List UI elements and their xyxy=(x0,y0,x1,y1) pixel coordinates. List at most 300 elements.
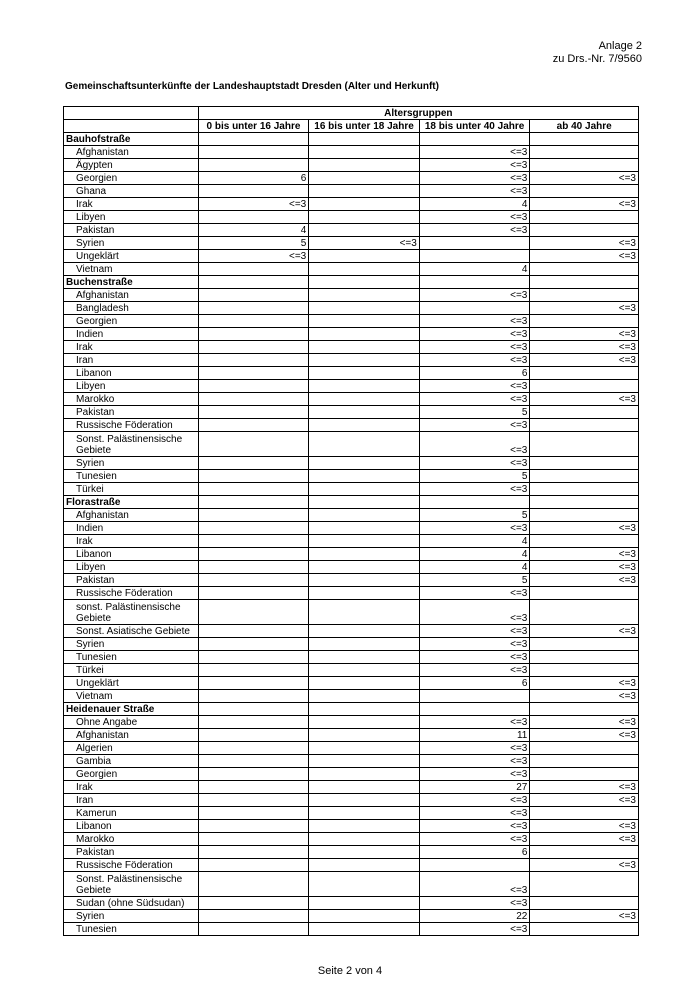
page-number: Seite 2 von 4 xyxy=(317,965,383,977)
value-cell: <=3 xyxy=(530,302,639,315)
country-label: Georgien xyxy=(64,315,199,328)
value-cell xyxy=(198,820,309,833)
value-cell: <=3 xyxy=(419,224,530,237)
value-cell xyxy=(198,380,309,393)
country-label: Ungeklärt xyxy=(64,677,199,690)
value-cell: <=3 xyxy=(419,185,530,198)
value-cell: <=3 xyxy=(530,198,639,211)
table-row xyxy=(64,406,639,419)
value-cell: <=3 xyxy=(198,198,309,211)
value-cell xyxy=(198,729,309,742)
country-label: Syrien xyxy=(64,457,199,470)
country-label: Indien xyxy=(64,522,199,535)
value-cell xyxy=(309,833,420,846)
value-cell xyxy=(309,289,420,302)
value-cell xyxy=(198,690,309,703)
country-label: Irak xyxy=(64,535,199,548)
value-cell: <=3 xyxy=(530,833,639,846)
value-cell xyxy=(309,807,420,820)
table-row xyxy=(64,923,639,936)
value-cell: <=3 xyxy=(419,354,530,367)
table-row xyxy=(64,859,639,872)
table-row xyxy=(64,820,639,833)
country-label: Iran xyxy=(64,794,199,807)
table-row xyxy=(64,755,639,768)
table-row xyxy=(64,664,639,677)
value-cell xyxy=(198,807,309,820)
value-cell xyxy=(530,807,639,820)
value-cell xyxy=(198,211,309,224)
value-cell: <=3 xyxy=(419,897,530,910)
section-row xyxy=(64,703,639,716)
value-cell xyxy=(530,406,639,419)
country-label: Russische Föderation xyxy=(64,859,199,872)
value-cell: <=3 xyxy=(309,237,420,250)
value-cell xyxy=(198,315,309,328)
value-cell: <=3 xyxy=(530,561,639,574)
value-cell: <=3 xyxy=(530,781,639,794)
country-label: Afghanistan xyxy=(64,729,199,742)
value-cell xyxy=(309,600,420,625)
value-cell: <=3 xyxy=(419,315,530,328)
value-cell: 4 xyxy=(419,535,530,548)
value-cell xyxy=(309,406,420,419)
value-cell xyxy=(309,690,420,703)
table-body xyxy=(64,133,639,936)
value-cell xyxy=(198,406,309,419)
value-cell: 4 xyxy=(419,198,530,211)
country-label: Ägypten xyxy=(64,159,199,172)
value-cell xyxy=(198,768,309,781)
value-cell xyxy=(309,768,420,781)
table-row xyxy=(64,341,639,354)
value-cell: 6 xyxy=(198,172,309,185)
section-name: Bauhofstraße xyxy=(64,133,199,146)
section-row xyxy=(64,276,639,289)
value-cell xyxy=(309,716,420,729)
empty-cell xyxy=(419,133,530,146)
value-cell xyxy=(309,224,420,237)
section-row xyxy=(64,133,639,146)
country-label: Syrien xyxy=(64,638,199,651)
value-cell: 22 xyxy=(419,910,530,923)
empty-cell xyxy=(419,496,530,509)
value-cell xyxy=(530,419,639,432)
value-cell xyxy=(309,651,420,664)
table-row xyxy=(64,483,639,496)
value-cell: <=3 xyxy=(419,742,530,755)
value-cell xyxy=(309,561,420,574)
value-cell: <=3 xyxy=(419,833,530,846)
value-cell xyxy=(198,393,309,406)
value-cell xyxy=(198,910,309,923)
value-cell xyxy=(309,872,420,897)
value-cell xyxy=(530,367,639,380)
value-cell xyxy=(309,625,420,638)
table-row xyxy=(64,432,639,457)
table-row xyxy=(64,198,639,211)
country-label: Iran xyxy=(64,354,199,367)
value-cell xyxy=(309,367,420,380)
table-row xyxy=(64,742,639,755)
value-cell xyxy=(198,159,309,172)
section-name: Florastraße xyxy=(64,496,199,509)
table-row xyxy=(64,146,639,159)
table-row xyxy=(64,794,639,807)
value-cell xyxy=(530,600,639,625)
country-label: Bangladesh xyxy=(64,302,199,315)
table-row xyxy=(64,677,639,690)
country-label: Sonst. Palästinensische Gebiete xyxy=(64,872,199,897)
empty-cell xyxy=(309,276,420,289)
value-cell xyxy=(530,638,639,651)
value-cell: <=3 xyxy=(419,625,530,638)
value-cell: <=3 xyxy=(419,457,530,470)
value-cell: <=3 xyxy=(530,172,639,185)
value-cell xyxy=(309,923,420,936)
value-cell xyxy=(198,664,309,677)
table-row xyxy=(64,354,639,367)
table-row xyxy=(64,781,639,794)
country-label: Russische Föderation xyxy=(64,419,199,432)
value-cell xyxy=(309,574,420,587)
country-label: Irak xyxy=(64,781,199,794)
value-cell xyxy=(198,846,309,859)
value-cell xyxy=(309,341,420,354)
empty-cell xyxy=(309,133,420,146)
value-cell xyxy=(198,742,309,755)
value-cell: <=3 xyxy=(419,146,530,159)
value-cell: <=3 xyxy=(419,328,530,341)
country-label: Irak xyxy=(64,198,199,211)
value-cell: 5 xyxy=(198,237,309,250)
value-cell xyxy=(530,509,639,522)
country-label: Marokko xyxy=(64,833,199,846)
country-label: Gambia xyxy=(64,755,199,768)
value-cell: <=3 xyxy=(530,522,639,535)
empty-cell xyxy=(530,133,639,146)
value-cell xyxy=(309,820,420,833)
value-cell xyxy=(198,600,309,625)
value-cell: <=3 xyxy=(530,548,639,561)
value-cell: <=3 xyxy=(419,755,530,768)
value-cell xyxy=(198,794,309,807)
value-cell xyxy=(309,729,420,742)
table-row xyxy=(64,872,639,897)
table-row xyxy=(64,457,639,470)
table-row xyxy=(64,302,639,315)
value-cell: 4 xyxy=(419,548,530,561)
value-cell xyxy=(530,846,639,859)
value-cell xyxy=(309,897,420,910)
document-number: zu Drs.-Nr. 7/9560 xyxy=(552,53,642,65)
table-row xyxy=(64,574,639,587)
value-cell xyxy=(198,561,309,574)
value-cell xyxy=(309,393,420,406)
column-header: 0 bis unter 16 Jahre xyxy=(198,120,309,133)
value-cell xyxy=(198,833,309,846)
value-cell xyxy=(309,159,420,172)
value-cell xyxy=(309,910,420,923)
value-cell xyxy=(198,146,309,159)
value-cell xyxy=(309,794,420,807)
table-row xyxy=(64,690,639,703)
value-cell xyxy=(198,328,309,341)
table-row xyxy=(64,211,639,224)
value-cell xyxy=(198,354,309,367)
empty-cell xyxy=(198,496,309,509)
value-cell xyxy=(530,755,639,768)
value-cell xyxy=(309,211,420,224)
table-row xyxy=(64,833,639,846)
section-name: Heidenauer Straße xyxy=(64,703,199,716)
value-cell xyxy=(309,198,420,211)
country-label: Libyen xyxy=(64,561,199,574)
value-cell xyxy=(309,250,420,263)
country-label: Ohne Angabe xyxy=(64,716,199,729)
column-header: 16 bis unter 18 Jahre xyxy=(309,120,420,133)
section-row xyxy=(64,496,639,509)
country-label: Vietnam xyxy=(64,690,199,703)
value-cell xyxy=(530,587,639,600)
value-cell xyxy=(309,263,420,276)
value-cell xyxy=(198,859,309,872)
value-cell xyxy=(198,535,309,548)
country-label: Tunesien xyxy=(64,470,199,483)
value-cell: 5 xyxy=(419,574,530,587)
value-cell: <=3 xyxy=(530,354,639,367)
table-row xyxy=(64,509,639,522)
value-cell xyxy=(309,315,420,328)
country-label: Türkei xyxy=(64,483,199,496)
country-label: Algerien xyxy=(64,742,199,755)
value-cell: 6 xyxy=(419,367,530,380)
value-cell: 4 xyxy=(198,224,309,237)
value-cell xyxy=(198,574,309,587)
value-cell xyxy=(309,457,420,470)
value-cell xyxy=(198,548,309,561)
table-row xyxy=(64,910,639,923)
value-cell: <=3 xyxy=(419,664,530,677)
value-cell xyxy=(198,457,309,470)
value-cell: <=3 xyxy=(419,794,530,807)
country-label: Afghanistan xyxy=(64,509,199,522)
value-cell xyxy=(309,522,420,535)
country-label: Vietnam xyxy=(64,263,199,276)
value-cell xyxy=(198,677,309,690)
value-cell xyxy=(198,625,309,638)
table-row xyxy=(64,380,639,393)
value-cell xyxy=(309,755,420,768)
empty-cell xyxy=(198,133,309,146)
document-title: Gemeinschaftsunterkünfte der Landeshauptstadt Dresden (Alter und Herkunft) xyxy=(65,81,439,92)
value-cell xyxy=(198,289,309,302)
value-cell: 5 xyxy=(419,406,530,419)
value-cell xyxy=(309,677,420,690)
value-cell xyxy=(309,859,420,872)
country-label: Ghana xyxy=(64,185,199,198)
value-cell xyxy=(530,651,639,664)
value-cell xyxy=(530,872,639,897)
table-row xyxy=(64,250,639,263)
value-cell xyxy=(198,302,309,315)
table-row xyxy=(64,419,639,432)
country-label: Georgien xyxy=(64,768,199,781)
value-cell xyxy=(419,302,530,315)
value-cell xyxy=(198,509,309,522)
value-cell: <=3 xyxy=(530,677,639,690)
value-cell: <=3 xyxy=(419,341,530,354)
value-cell xyxy=(309,146,420,159)
value-cell: <=3 xyxy=(530,729,639,742)
value-cell: <=3 xyxy=(530,625,639,638)
table-row xyxy=(64,561,639,574)
annex-label: Anlage 2 xyxy=(598,40,642,52)
table-row xyxy=(64,367,639,380)
table-row xyxy=(64,729,639,742)
country-label: Libanon xyxy=(64,367,199,380)
value-cell xyxy=(309,483,420,496)
value-cell xyxy=(198,755,309,768)
value-cell xyxy=(530,185,639,198)
value-cell: <=3 xyxy=(419,600,530,625)
table-row xyxy=(64,224,639,237)
value-cell: <=3 xyxy=(419,483,530,496)
value-cell: 5 xyxy=(419,509,530,522)
value-cell xyxy=(309,638,420,651)
empty-cell xyxy=(419,703,530,716)
table-row xyxy=(64,807,639,820)
table-row xyxy=(64,263,639,276)
value-cell xyxy=(309,587,420,600)
value-cell xyxy=(198,638,309,651)
country-label: Türkei xyxy=(64,664,199,677)
value-cell xyxy=(530,159,639,172)
value-cell: <=3 xyxy=(530,716,639,729)
value-cell xyxy=(530,211,639,224)
value-cell xyxy=(309,172,420,185)
value-cell: <=3 xyxy=(530,690,639,703)
country-label: Irak xyxy=(64,341,199,354)
value-cell: <=3 xyxy=(419,159,530,172)
value-cell xyxy=(198,872,309,897)
value-cell: <=3 xyxy=(419,380,530,393)
value-cell xyxy=(198,470,309,483)
value-cell xyxy=(198,185,309,198)
value-cell: <=3 xyxy=(530,393,639,406)
table-row xyxy=(64,393,639,406)
country-label: Pakistan xyxy=(64,406,199,419)
value-cell xyxy=(309,535,420,548)
column-header: ab 40 Jahre xyxy=(530,120,639,133)
table-row xyxy=(64,522,639,535)
value-cell xyxy=(530,224,639,237)
country-label: Sudan (ohne Südsudan) xyxy=(64,897,199,910)
table-row xyxy=(64,716,639,729)
value-cell xyxy=(309,185,420,198)
value-cell: <=3 xyxy=(530,328,639,341)
table-corner xyxy=(64,107,199,120)
value-cell: <=3 xyxy=(530,794,639,807)
value-cell: <=3 xyxy=(419,923,530,936)
value-cell xyxy=(198,716,309,729)
value-cell xyxy=(309,509,420,522)
value-cell: <=3 xyxy=(530,574,639,587)
value-cell xyxy=(198,897,309,910)
empty-cell xyxy=(419,276,530,289)
country-label: Syrien xyxy=(64,237,199,250)
value-cell xyxy=(198,587,309,600)
value-cell xyxy=(530,535,639,548)
country-label: Ungeklärt xyxy=(64,250,199,263)
value-cell: <=3 xyxy=(419,211,530,224)
country-label: Russische Föderation xyxy=(64,587,199,600)
value-cell xyxy=(198,781,309,794)
value-cell xyxy=(530,146,639,159)
value-cell: <=3 xyxy=(419,522,530,535)
value-cell: <=3 xyxy=(419,768,530,781)
country-label: Pakistan xyxy=(64,574,199,587)
value-cell: 4 xyxy=(419,263,530,276)
value-cell xyxy=(198,651,309,664)
country-label: Libyen xyxy=(64,380,199,393)
age-origin-table xyxy=(63,106,639,936)
value-cell xyxy=(198,522,309,535)
value-cell: <=3 xyxy=(419,587,530,600)
value-cell: 6 xyxy=(419,677,530,690)
table-row xyxy=(64,587,639,600)
value-cell: <=3 xyxy=(419,872,530,897)
value-cell xyxy=(530,768,639,781)
value-cell: <=3 xyxy=(419,289,530,302)
table-row xyxy=(64,535,639,548)
country-label: Tunesien xyxy=(64,651,199,664)
table-row xyxy=(64,159,639,172)
country-label: Indien xyxy=(64,328,199,341)
value-cell: <=3 xyxy=(419,172,530,185)
table-row xyxy=(64,846,639,859)
value-cell: 4 xyxy=(419,561,530,574)
value-cell: <=3 xyxy=(419,638,530,651)
country-label: Marokko xyxy=(64,393,199,406)
value-cell xyxy=(198,923,309,936)
value-cell xyxy=(530,457,639,470)
empty-cell xyxy=(530,276,639,289)
value-cell: 6 xyxy=(419,846,530,859)
table-row xyxy=(64,638,639,651)
value-cell xyxy=(309,781,420,794)
column-header: 18 bis unter 40 Jahre xyxy=(419,120,530,133)
value-cell xyxy=(530,380,639,393)
country-label: Georgien xyxy=(64,172,199,185)
value-cell xyxy=(198,432,309,457)
value-cell xyxy=(530,315,639,328)
value-cell xyxy=(309,302,420,315)
value-cell xyxy=(309,328,420,341)
value-cell: <=3 xyxy=(530,341,639,354)
value-cell: <=3 xyxy=(419,807,530,820)
empty-cell xyxy=(198,276,309,289)
value-cell xyxy=(530,263,639,276)
value-cell: <=3 xyxy=(419,432,530,457)
value-cell xyxy=(530,289,639,302)
country-label: Sonst. Asiatische Gebiete xyxy=(64,625,199,638)
empty-cell xyxy=(309,703,420,716)
value-cell xyxy=(198,419,309,432)
age-groups-header: Altersgruppen xyxy=(198,107,638,120)
table-row xyxy=(64,600,639,625)
value-cell xyxy=(309,742,420,755)
